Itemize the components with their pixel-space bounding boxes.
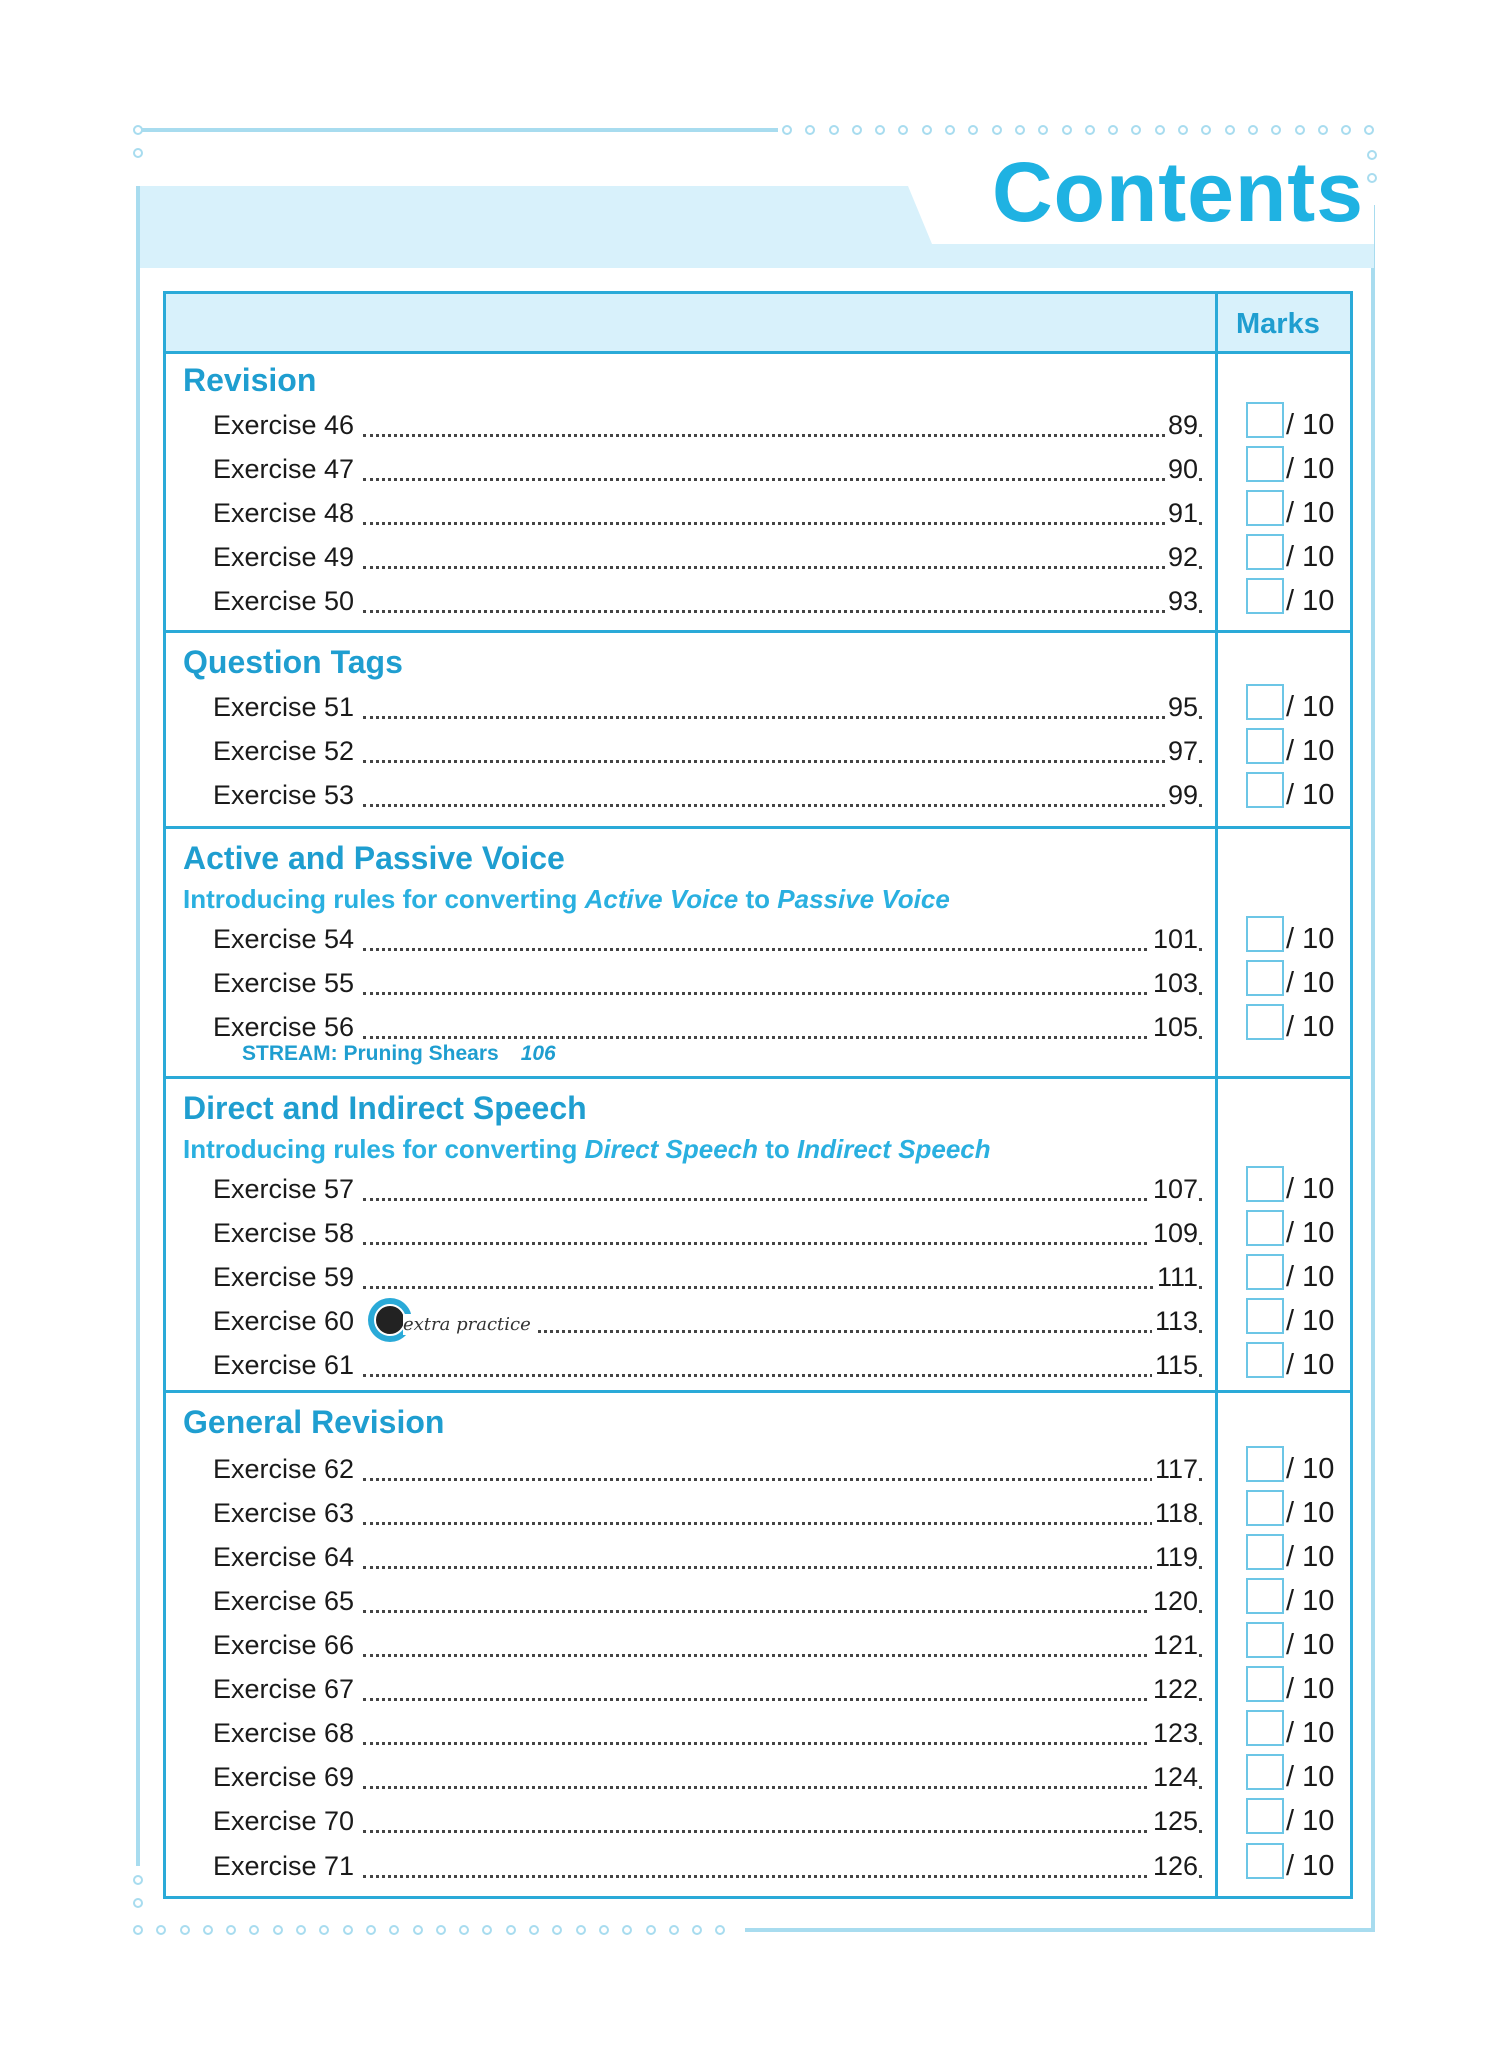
marks-out-of: / 10 [1286, 1217, 1335, 1249]
frame-dot [669, 1925, 679, 1935]
exercise-label: Exercise 48 [213, 498, 357, 529]
subtitle-from: Active Voice [584, 884, 739, 914]
marks-out-of: / 10 [1286, 1717, 1335, 1749]
table-row[interactable] [213, 410, 1215, 444]
frame-dot [1225, 125, 1235, 135]
dotted-leader [363, 566, 1202, 569]
frame-dot [692, 1925, 702, 1935]
frame-dot [1062, 125, 1072, 135]
dotted-leader [363, 716, 1202, 719]
dotted-leader [363, 760, 1202, 763]
section-divider [166, 1076, 1350, 1079]
frame-left-line [136, 186, 140, 1866]
table-row[interactable] [213, 1218, 1215, 1252]
page-number: 118 [1152, 1498, 1198, 1529]
page-number: 97 [1165, 736, 1198, 767]
frame-dot [1367, 150, 1377, 160]
marks-input[interactable] [1246, 684, 1284, 720]
marks-out-of: / 10 [1286, 409, 1335, 441]
dotted-leader [363, 1036, 1202, 1039]
page-number: 117 [1152, 1454, 1198, 1485]
frame-dot [1015, 125, 1025, 135]
page-number: 90 [1165, 454, 1198, 485]
page-number: 123 [1150, 1718, 1198, 1749]
section-divider [166, 826, 1350, 829]
exercise-label: Exercise 57 [213, 1174, 357, 1205]
frame-top-dots [782, 125, 1388, 135]
page-number: 126 [1150, 1851, 1198, 1882]
exercise-label: Exercise 62 [213, 1454, 357, 1485]
exercise-label: Exercise 68 [213, 1718, 357, 1749]
page-number: 119 [1152, 1542, 1198, 1573]
section-title: Question Tags [183, 644, 403, 680]
dotted-leader [363, 1875, 1202, 1878]
frame-dot [319, 1925, 329, 1935]
marks-input[interactable] [1246, 1534, 1284, 1570]
marks-input[interactable] [1246, 1298, 1284, 1334]
page-title: Contents [992, 145, 1364, 239]
frame-dot [273, 1925, 283, 1935]
exercise-label: Exercise 60 [213, 1306, 357, 1337]
dotted-leader [363, 434, 1202, 437]
marks-input[interactable] [1246, 960, 1284, 996]
marks-out-of: / 10 [1286, 691, 1335, 723]
marks-out-of: / 10 [1286, 585, 1335, 617]
subtitle-middle: to [765, 1134, 790, 1164]
page-number: 120 [1150, 1586, 1198, 1617]
frame-left-dots-bottom [133, 1875, 143, 1921]
marks-input[interactable] [1246, 534, 1284, 570]
frame-dot [482, 1925, 492, 1935]
frame-dot [552, 1925, 562, 1935]
dotted-leader [363, 948, 1202, 951]
frame-left-dots-top [133, 125, 143, 171]
table-row[interactable] [213, 1498, 1215, 1532]
marks-input[interactable] [1246, 1446, 1284, 1482]
page-number: 93 [1165, 586, 1198, 617]
dotted-leader [363, 1374, 1202, 1377]
frame-dot [898, 125, 908, 135]
marks-input[interactable] [1246, 1166, 1284, 1202]
marks-out-of: / 10 [1286, 1761, 1335, 1793]
frame-dot [622, 1925, 632, 1935]
frame-dot [133, 148, 143, 158]
marks-input[interactable] [1246, 1210, 1284, 1246]
frame-dot [529, 1925, 539, 1935]
exercise-label: Exercise 66 [213, 1630, 357, 1661]
marks-out-of: / 10 [1286, 497, 1335, 529]
table-row[interactable] [213, 924, 1215, 958]
marks-input[interactable] [1246, 1622, 1284, 1658]
frame-dot [366, 1925, 376, 1935]
subtitle-middle: to [745, 884, 771, 914]
frame-dot [646, 1925, 656, 1935]
dotted-leader [363, 1698, 1202, 1701]
dotted-leader [363, 522, 1202, 525]
dotted-leader [363, 1286, 1202, 1289]
exercise-label: Exercise 64 [213, 1542, 357, 1573]
frame-bottom-line [745, 1928, 1375, 1932]
dotted-leader [363, 1242, 1202, 1245]
page-number: 92 [1165, 542, 1198, 573]
exercise-label: Exercise 54 [213, 924, 357, 955]
marks-input[interactable] [1246, 1754, 1284, 1790]
section-title: Active and Passive Voice [183, 840, 565, 876]
marks-out-of: / 10 [1286, 453, 1335, 485]
marks-out-of: / 10 [1286, 1173, 1335, 1205]
dotted-leader [363, 804, 1202, 807]
table-row[interactable] [213, 1174, 1215, 1208]
table-row[interactable] [213, 1306, 1215, 1340]
frame-dot [133, 1898, 143, 1908]
marks-input[interactable] [1246, 446, 1284, 482]
table-row[interactable] [213, 454, 1215, 488]
marks-input[interactable] [1246, 1578, 1284, 1614]
frame-bottom-dots [133, 1925, 739, 1935]
section-subtitle [183, 1134, 991, 1165]
dotted-leader [363, 1566, 1202, 1569]
table-row[interactable] [213, 1762, 1215, 1796]
table-row[interactable] [213, 1350, 1215, 1384]
frame-dot [343, 1925, 353, 1935]
page-number: 122 [1150, 1674, 1198, 1705]
exercise-label: Exercise 63 [213, 1498, 357, 1529]
marks-input[interactable] [1246, 1666, 1284, 1702]
section-divider [166, 1390, 1350, 1393]
extra-practice-note: extra practice [403, 1314, 535, 1335]
page-number: 111 [1154, 1262, 1198, 1293]
frame-dot [1367, 173, 1377, 183]
frame-dot [133, 1875, 143, 1885]
frame-dot [1271, 125, 1281, 135]
marks-out-of: / 10 [1286, 735, 1335, 767]
marks-out-of: / 10 [1286, 1261, 1335, 1293]
frame-dot [1038, 125, 1048, 135]
frame-dot [459, 1925, 469, 1935]
marks-out-of: / 10 [1286, 541, 1335, 573]
exercise-label: Exercise 55 [213, 968, 357, 999]
frame-top-line [138, 128, 778, 132]
table-row[interactable] [213, 780, 1215, 814]
table-row[interactable] [213, 1806, 1215, 1840]
table-row[interactable] [213, 1851, 1215, 1885]
frame-dot [782, 125, 792, 135]
frame-dot [249, 1925, 259, 1935]
exercise-label: Exercise 49 [213, 542, 357, 573]
dotted-leader [513, 1330, 1202, 1333]
exercise-label: Exercise 61 [213, 1350, 357, 1381]
frame-dot [1085, 125, 1095, 135]
marks-out-of: / 10 [1286, 1453, 1335, 1485]
marks-input[interactable] [1246, 1254, 1284, 1290]
stream-note [242, 1042, 556, 1066]
frame-dot [296, 1925, 306, 1935]
exercise-label: Exercise 47 [213, 454, 357, 485]
exercise-label: Exercise 52 [213, 736, 357, 767]
page-number: 125 [1150, 1806, 1198, 1837]
exercise-label: Exercise 53 [213, 780, 357, 811]
page-number: 105 [1150, 1012, 1198, 1043]
dotted-leader [363, 478, 1202, 481]
frame-dot [413, 1925, 423, 1935]
marks-out-of: / 10 [1286, 923, 1335, 955]
page-number: 107 [1150, 1174, 1198, 1205]
dotted-leader [363, 1742, 1202, 1745]
table-row[interactable] [213, 586, 1215, 620]
table-row[interactable] [213, 1586, 1215, 1620]
dotted-leader [363, 1654, 1202, 1657]
marks-out-of: / 10 [1286, 1805, 1335, 1837]
page-number: 124 [1150, 1762, 1198, 1793]
frame-dot [1108, 125, 1118, 135]
dotted-leader [363, 610, 1202, 613]
marks-out-of: / 10 [1286, 1497, 1335, 1529]
section-subtitle [183, 884, 950, 915]
table-row[interactable] [213, 1454, 1215, 1488]
marks-out-of: / 10 [1286, 1349, 1335, 1381]
stream-label: STREAM: Pruning Shears [242, 1042, 499, 1065]
table-row[interactable] [213, 1012, 1215, 1046]
exercise-label: Exercise 71 [213, 1851, 357, 1882]
frame-dot [715, 1925, 725, 1935]
exercise-label: Exercise 69 [213, 1762, 357, 1793]
frame-dot [968, 125, 978, 135]
frame-dot [1295, 125, 1305, 135]
marks-input[interactable] [1246, 1710, 1284, 1746]
frame-dot [1248, 125, 1258, 135]
frame-dot [1341, 125, 1351, 135]
marks-out-of: / 10 [1286, 1011, 1335, 1043]
subtitle-from: Direct Speech [584, 1134, 758, 1164]
dotted-leader [363, 1478, 1202, 1481]
exercise-label: Exercise 67 [213, 1674, 357, 1705]
marks-input[interactable] [1246, 1342, 1284, 1378]
marks-header: Marks [1236, 308, 1320, 340]
page-number: 89 [1165, 410, 1198, 441]
table-row[interactable] [213, 1542, 1215, 1576]
exercise-label: Exercise 58 [213, 1218, 357, 1249]
marks-column-divider [1215, 294, 1218, 1896]
exercise-label: Exercise 70 [213, 1806, 357, 1837]
subtitle-prefix: Introducing rules for converting [183, 884, 578, 914]
dotted-leader [363, 1830, 1202, 1833]
marks-out-of: / 10 [1286, 1585, 1335, 1617]
contents-table [163, 291, 1353, 1899]
marks-input[interactable] [1246, 490, 1284, 526]
page-number: 121 [1150, 1630, 1198, 1661]
marks-input[interactable] [1246, 578, 1284, 614]
stream-page: 106 [520, 1042, 556, 1065]
section-title: Direct and Indirect Speech [183, 1090, 587, 1126]
frame-dot [599, 1925, 609, 1935]
dotted-leader [363, 1198, 1202, 1201]
page-number: 115 [1152, 1350, 1198, 1381]
frame-right-line [1371, 205, 1375, 1930]
marks-out-of: / 10 [1286, 967, 1335, 999]
badge-inner [374, 1304, 406, 1336]
section-divider [166, 630, 1350, 633]
marks-input[interactable] [1246, 1798, 1284, 1834]
frame-dot [1155, 125, 1165, 135]
subtitle-to: Indirect Speech [797, 1134, 991, 1164]
frame-dot [576, 1925, 586, 1935]
section-title: General Revision [183, 1404, 445, 1440]
table-row[interactable] [213, 736, 1215, 770]
marks-out-of: / 10 [1286, 1850, 1335, 1882]
exercise-label: Exercise 65 [213, 1586, 357, 1617]
exercise-label: Exercise 50 [213, 586, 357, 617]
frame-dot [805, 125, 815, 135]
dotted-leader [363, 1522, 1202, 1525]
marks-out-of: / 10 [1286, 1305, 1335, 1337]
frame-dot [1318, 125, 1328, 135]
marks-input[interactable] [1246, 772, 1284, 808]
frame-dot [1178, 125, 1188, 135]
frame-dot [203, 1925, 213, 1935]
marks-input[interactable] [1246, 728, 1284, 764]
page-number: 91 [1165, 498, 1198, 529]
exercise-label: Exercise 56 [213, 1012, 357, 1043]
frame-dot [829, 125, 839, 135]
marks-input[interactable] [1246, 402, 1284, 438]
dotted-leader [363, 1610, 1202, 1613]
page-number: 95 [1165, 692, 1198, 723]
marks-out-of: / 10 [1286, 1673, 1335, 1705]
table-header [166, 294, 1350, 354]
dotted-leader [363, 992, 1202, 995]
frame-dot [1131, 125, 1141, 135]
frame-dot [226, 1925, 236, 1935]
frame-dot [436, 1925, 446, 1935]
table-row[interactable] [213, 1718, 1215, 1752]
frame-dot [389, 1925, 399, 1935]
page-number: 113 [1152, 1306, 1198, 1337]
marks-out-of: / 10 [1286, 1541, 1335, 1573]
frame-dot [875, 125, 885, 135]
table-row[interactable] [213, 968, 1215, 1002]
marks-out-of: / 10 [1286, 1629, 1335, 1661]
table-row[interactable] [213, 692, 1215, 726]
frame-dot [852, 125, 862, 135]
frame-dot [133, 1925, 143, 1935]
exercise-label: Exercise 46 [213, 410, 357, 441]
table-row[interactable] [213, 1674, 1215, 1708]
dotted-leader [363, 1786, 1202, 1789]
marks-input[interactable] [1246, 1843, 1284, 1879]
frame-dot [1201, 125, 1211, 135]
frame-dot [992, 125, 1002, 135]
table-row[interactable] [213, 1262, 1215, 1296]
frame-dot [1364, 125, 1374, 135]
table-row[interactable] [213, 542, 1215, 576]
exercise-label: Exercise 51 [213, 692, 357, 723]
table-row[interactable] [213, 498, 1215, 532]
subtitle-prefix: Introducing rules for converting [183, 1134, 578, 1164]
page-number: 99 [1165, 780, 1198, 811]
frame-dot [156, 1925, 166, 1935]
page-number: 101 [1150, 924, 1198, 955]
table-row[interactable] [213, 1630, 1215, 1664]
frame-dot [180, 1925, 190, 1935]
marks-out-of: / 10 [1286, 779, 1335, 811]
section-title: Revision [183, 362, 317, 398]
subtitle-to: Passive Voice [777, 884, 950, 914]
marks-input[interactable] [1246, 1490, 1284, 1526]
page-number: 109 [1150, 1218, 1198, 1249]
marks-input[interactable] [1246, 1004, 1284, 1040]
frame-dot [506, 1925, 516, 1935]
exercise-label: Exercise 59 [213, 1262, 357, 1293]
frame-dot [133, 125, 143, 135]
marks-input[interactable] [1246, 916, 1284, 952]
frame-dot [922, 125, 932, 135]
frame-dot [945, 125, 955, 135]
page-number: 103 [1150, 968, 1198, 999]
